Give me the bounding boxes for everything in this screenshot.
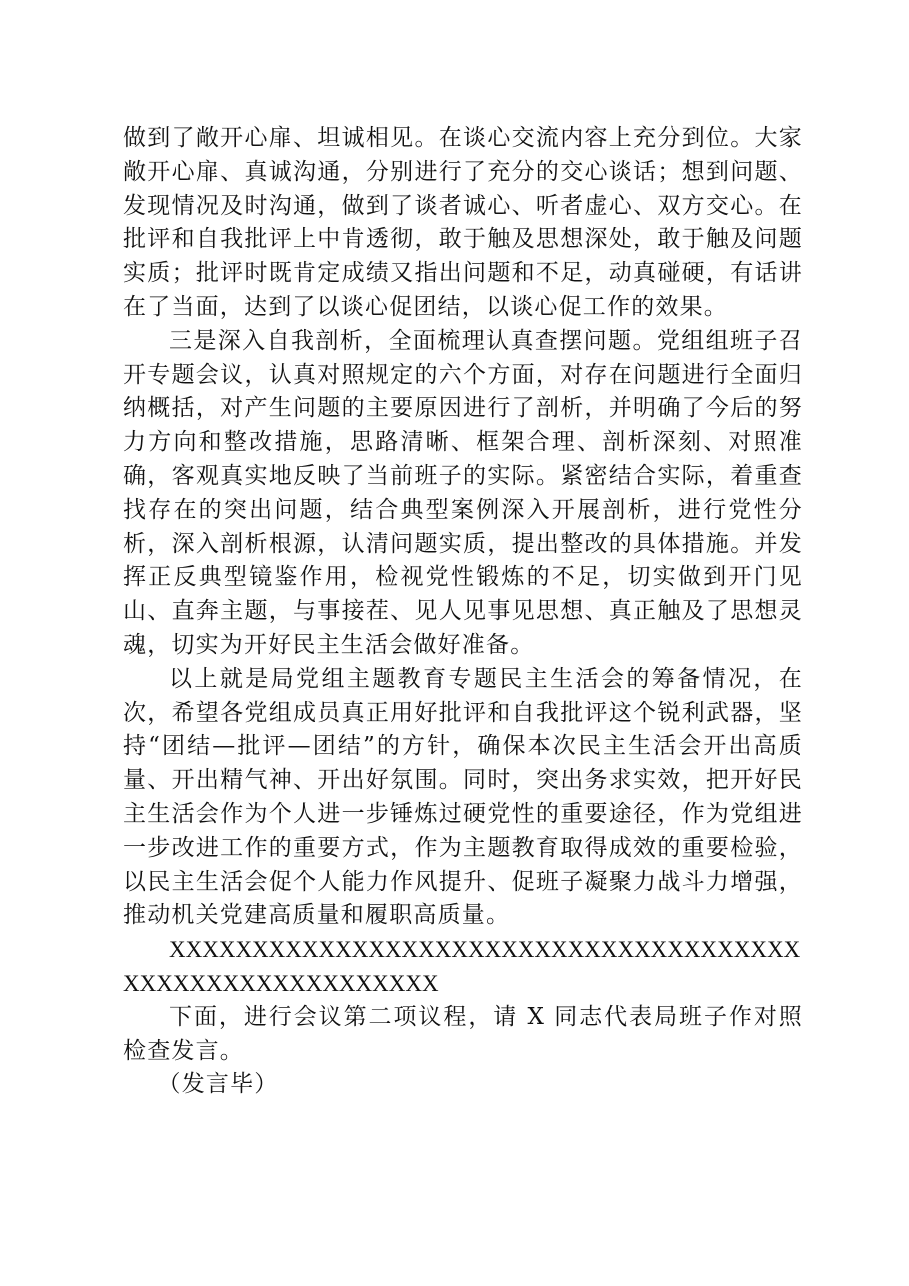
paragraph-agenda: 下面，进行会议第二项议程，请 X 同志代表局班子作对照检查发言。 [123, 1003, 803, 1064]
paragraph-continuation: 做到了敞开心扉、坦诚相见。在谈心交流内容上充分到位。大家敞开心扉、真诚沟通，分别进行了充分的交心谈话；想到问题、发现情况及时沟通，做到了谈者诚心、听者虚心、双方交心。在批评和自我批评上中肯透彻，敢于触及思想深处，敢于触及问题实质；批评时既肯定成绩又指出问题和不足，动真碰硬，有话讲在了当面，达到了以谈心促团结，以谈心促工作的效果。 [123, 125, 803, 320]
paragraph-self-analysis: 三是深入自我剖析，全面梳理认真查摆问题。党组组班子召开专题会议，认真对照规定的六个方面，对存在问题进行全面归纳概括，对产生问题的主要原因进行了剖析，并明确了今后的努力方向和整改措施，思路清晰、框架合理、剖析深刻、对照准确，客观真实地反映了当前班子的实际。紧密结合实际，着重查找存在的突出问题，结合典型案例深入开展剖析，进行党性分析，深入剖析根源，认清问题实质，提出整改的具体措施。并发挥正反典型镜鉴作用，检视党性锻炼的不足，切实做到开门见山、直奔主题，与事接茬、见人见事见思想、真正触及了思想灵魂，切实为开好民主生活会做好准备。 [123, 327, 803, 658]
closing-note: （发言毕） [157, 1071, 279, 1098]
document-body [123, 122, 803, 1102]
paragraph-summary: 以上就是局党组主题教育专题民主生活会的筹备情况，在次，希望各党组成员真正用好批评和自我批评这个锐利武器，坚持“团结—批评—团结”的方针，确保本次民主生活会开出高质量、开出精气神、开出好氛围。同时，突出务求实效，把开好民主生活会作为个人进一步锤炼过硬党性的重要途径，作为党组进一步改进工作的重要方式，作为主题教育取得成效的重要检验，以民主生活会促个人能力作风提升、促班子凝聚力战斗力增强，推动机关党建高质量和履职高质量。 [123, 665, 803, 929]
placeholder-line: XXXXXXXXXXXXXXXXXXXXXXXXXXXXXXXXXXXXXXXXXXXXXXXXXXXXXXXXX [123, 937, 801, 996]
